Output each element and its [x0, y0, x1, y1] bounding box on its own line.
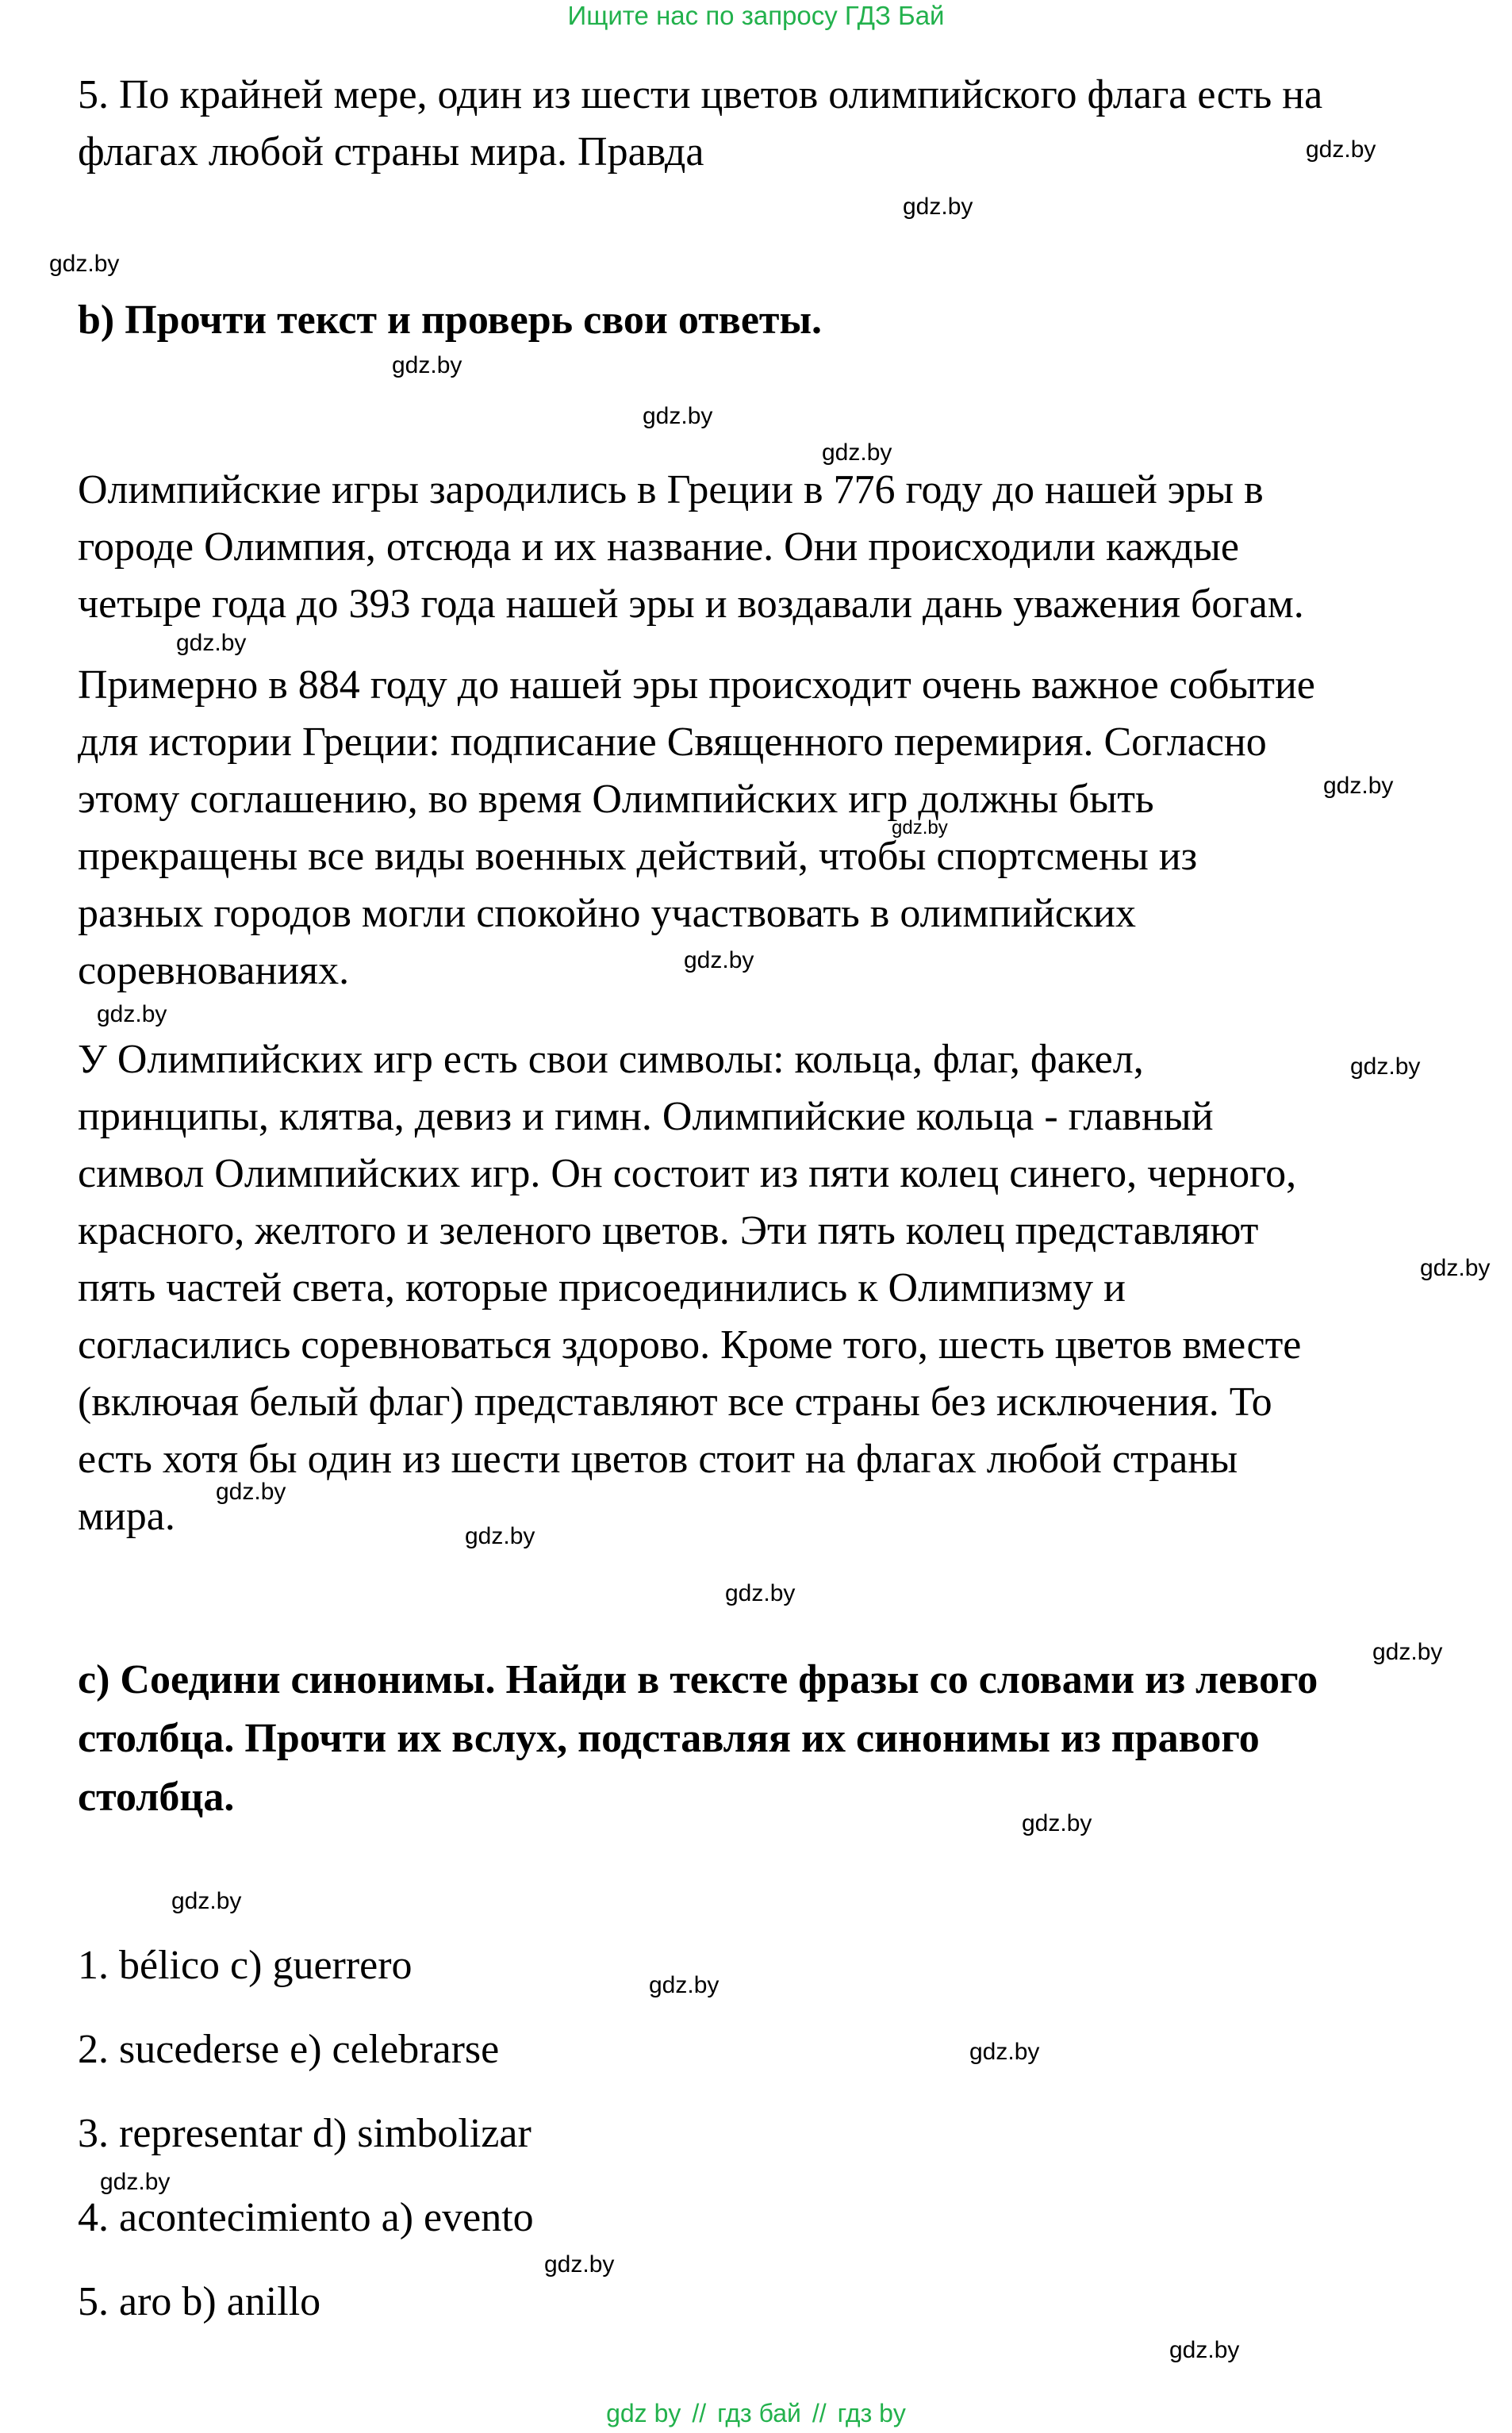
watermark: gdz.by — [100, 2169, 171, 2195]
watermark: gdz.by — [176, 630, 247, 656]
watermark: gdz.by — [1372, 1639, 1443, 1665]
paragraph-3-line-6: согласились соревноваться здорово. Кроме того, шесть цветов вместе — [78, 1322, 1302, 1368]
answer-item-4: 4. acontecimiento a) evento — [78, 2195, 534, 2240]
paragraph-3-line-9: мира. — [78, 1494, 175, 1539]
watermark: gdz.by — [903, 194, 973, 220]
watermark: gdz.by — [822, 439, 892, 466]
section-b-heading: b) Прочти текст и проверь свои ответы. — [78, 297, 823, 343]
section-c-heading-line-1: c) Соедини синонимы. Найди в тексте фразы со словами из левого — [78, 1657, 1318, 1702]
watermark: gdz.by — [892, 817, 948, 839]
watermark: gdz.by — [544, 2251, 615, 2278]
watermark: gdz.by — [725, 1580, 796, 1606]
paragraph-2-line-6: соревнованиях. — [78, 948, 350, 993]
paragraph-3-line-4: красного, желтого и зеленого цветов. Эти пять колец представляют — [78, 1208, 1259, 1253]
paragraph-1-line-3: четыре года до 393 года нашей эры и воздавали дань уважения богам. — [78, 581, 1304, 627]
paragraph-1-line-1: Олимпийские игры зародились в Греции в 776 году до нашей эры в — [78, 467, 1264, 512]
footer-separator: // — [812, 2399, 827, 2427]
paragraph-2-line-4: прекращены все виды военных действий, чтобы спортсмены из — [78, 834, 1198, 879]
paragraph-3-line-8: есть хотя бы один из шести цветов стоит на флагах любой страны — [78, 1437, 1238, 1482]
watermark: gdz.by — [392, 352, 462, 378]
paragraph-3-line-5: пять частей света, которые присоединились к Олимпизму и — [78, 1265, 1126, 1311]
watermark: gdz.by — [49, 251, 120, 277]
paragraph-2-line-2: для истории Греции: подписание Священного перемирия. Согласно — [78, 720, 1267, 765]
footer-link-gdz-by-2[interactable]: гдз by — [837, 2399, 906, 2427]
watermark: gdz.by — [97, 1001, 167, 1027]
answer-item-1: 1. bélico c) guerrero — [78, 1943, 413, 1988]
paragraph-3-line-2: принципы, клятва, девиз и гимн. Олимпийские кольца - главный — [78, 1094, 1214, 1139]
watermark: gdz.by — [171, 1888, 242, 1914]
paragraph-3-line-7: (включая белый флаг) представляют все страны без исключения. То — [78, 1380, 1272, 1425]
paragraph-1-line-2: городе Олимпия, отсюда и их название. Они происходили каждые — [78, 524, 1239, 570]
watermark: gdz.by — [216, 1479, 286, 1505]
paragraph-2-line-3: этому соглашению, во время Олимпийских игр должны быть — [78, 777, 1154, 822]
answer-item-5: 5. aro b) anillo — [78, 2279, 321, 2324]
footer-links — [0, 2397, 1512, 2429]
answer-item-3: 3. representar d) simbolizar — [78, 2111, 532, 2156]
watermark: gdz.by — [465, 1523, 535, 1549]
statement5-line-2: флагах любой страны мира. Правда — [78, 129, 704, 175]
section-c-heading-line-3: столбца. — [78, 1775, 235, 1820]
statement5-line-1: 5. По крайней мере, один из шести цветов олимпийского флага есть на — [78, 72, 1323, 117]
paragraph-3-line-3: символ Олимпийских игр. Он состоит из пяти колец синего, черного, — [78, 1151, 1297, 1196]
watermark: gdz.by — [1022, 1810, 1092, 1836]
watermark: gdz.by — [1420, 1255, 1491, 1281]
watermark: gdz.by — [969, 2039, 1040, 2065]
watermark: gdz.by — [1350, 1053, 1421, 1080]
footer-separator: // — [692, 2399, 707, 2427]
watermark: gdz.by — [1323, 773, 1394, 799]
top-banner: Ищите нас по запросу ГДЗ Бай — [567, 1, 945, 30]
answer-item-2: 2. sucederse e) celebrarse — [78, 2027, 500, 2072]
footer-link-gdz-bai[interactable]: гдз бай — [717, 2399, 801, 2427]
watermark: gdz.by — [1169, 2337, 1240, 2363]
watermark: gdz.by — [1306, 136, 1376, 163]
paragraph-3-line-1: У Олимпийских игр есть свои символы: кольца, флаг, факел, — [78, 1037, 1144, 1082]
watermark: gdz.by — [649, 1972, 720, 1998]
footer-link-gdz-by[interactable]: gdz by — [606, 2399, 681, 2427]
watermark: gdz.by — [684, 947, 754, 973]
paragraph-2-line-1: Примерно в 884 году до нашей эры происходит очень важное событие — [78, 662, 1315, 708]
section-c-heading-line-2: столбца. Прочти их вслух, подставляя их синонимы из правого — [78, 1716, 1260, 1761]
watermark: gdz.by — [643, 403, 713, 429]
paragraph-2-line-5: разных городов могли спокойно участвовать в олимпийских — [78, 891, 1136, 936]
